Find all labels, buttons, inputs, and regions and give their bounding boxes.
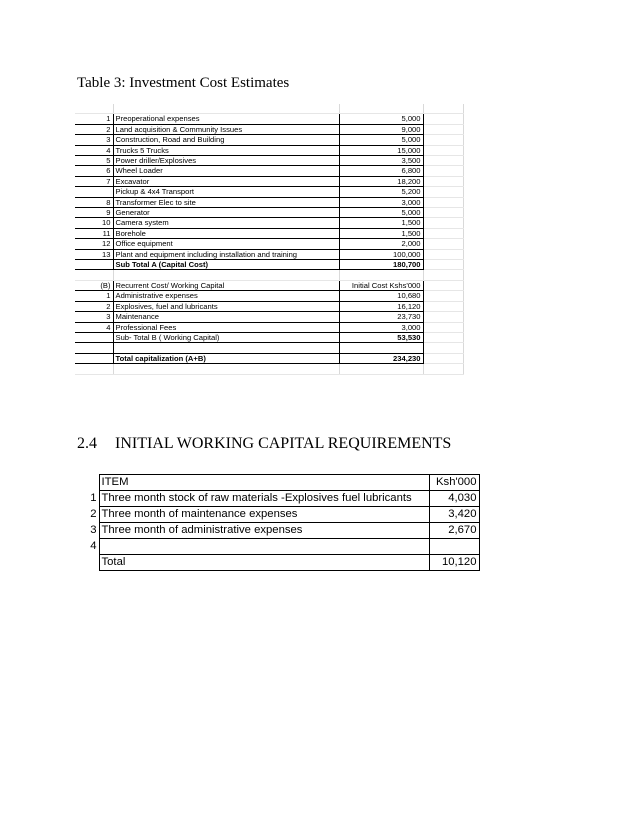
row-number: 3: [90, 524, 97, 536]
table-row: [75, 332, 463, 342]
section-heading: [77, 435, 451, 453]
row-spacer: [423, 291, 463, 301]
table-header-row: [77, 475, 479, 491]
row-number: 4: [75, 145, 113, 155]
row-item: Generator: [113, 208, 339, 218]
row-item: Preoperational expenses: [113, 114, 339, 124]
row-spacer: [423, 343, 463, 353]
row-spacer: [423, 176, 463, 186]
row-number: 5: [75, 156, 113, 166]
row-amount: 10,680: [339, 291, 423, 301]
row-number: [75, 260, 113, 270]
row-spacer: [423, 239, 463, 249]
row-number: 13: [75, 249, 113, 259]
table-row: [75, 343, 463, 353]
row-spacer: [423, 332, 463, 342]
row-number: 2: [75, 301, 113, 311]
row-number: 9: [75, 208, 113, 218]
row-item: Professional Fees: [113, 322, 339, 332]
row-number: 12: [75, 239, 113, 249]
row-item: Sub- Total B ( Working Capital): [113, 332, 339, 342]
row-number: [75, 343, 113, 353]
row-spacer: [423, 228, 463, 238]
row-number: 1: [75, 291, 113, 301]
table-row: [75, 228, 463, 238]
row-amount: 23,730: [339, 312, 423, 322]
row-number: 7: [75, 176, 113, 186]
row-amount: 1,500: [339, 228, 423, 238]
row-item: Total: [99, 555, 429, 571]
row-item: Three month of maintenance expenses: [99, 507, 429, 523]
table-row: [75, 260, 463, 270]
row-amount: 15,000: [339, 145, 423, 155]
table-caption: Table 3: Investment Cost Estimates: [77, 75, 290, 91]
row-spacer: [423, 364, 463, 374]
row-amount: 10,120: [429, 555, 479, 571]
row-item: Three month of administrative expenses: [99, 523, 429, 539]
row-number: 8: [75, 197, 113, 207]
row-spacer: [423, 249, 463, 259]
row-amount: [339, 364, 423, 374]
row-number: [77, 475, 99, 491]
row-amount: 5,000: [339, 208, 423, 218]
row-amount: 1,500: [339, 218, 423, 228]
row-number: 1: [90, 492, 97, 504]
row-amount: 5,200: [339, 187, 423, 197]
row-item: Plant and equipment including installation and training: [113, 249, 339, 259]
row-amount: [339, 270, 423, 280]
row-spacer: [423, 301, 463, 311]
row-item: Maintenance: [113, 312, 339, 322]
table-row: [75, 280, 463, 290]
row-number: [77, 555, 99, 571]
table-row: [75, 312, 463, 322]
row-amount: 5,000: [339, 135, 423, 145]
row-number: [75, 364, 113, 374]
row-amount: 3,420: [429, 507, 479, 523]
table-row: [77, 523, 479, 539]
investment-cost-table: [75, 104, 464, 375]
row-spacer: [423, 353, 463, 363]
table-row: [75, 124, 463, 134]
row-amount: 4,030: [429, 491, 479, 507]
row-spacer: [423, 270, 463, 280]
row-amount: Initial Cost Kshs'000: [339, 280, 423, 290]
row-item: Recurrent Cost/ Working Capital: [113, 280, 339, 290]
table-row: [75, 249, 463, 259]
section-number: 2.4: [77, 435, 97, 452]
row-spacer: [423, 197, 463, 207]
table-row: [75, 166, 463, 176]
row-spacer: [423, 124, 463, 134]
row-item: Explosives, fuel and lubricants: [113, 301, 339, 311]
table-row: [75, 197, 463, 207]
row-item: Office equipment: [113, 239, 339, 249]
row-amount: 2,670: [429, 523, 479, 539]
row-spacer: [423, 114, 463, 124]
row-number: [75, 332, 113, 342]
table-row: [77, 507, 479, 523]
row-amount: 9,000: [339, 124, 423, 134]
row-amount: 100,000: [339, 249, 423, 259]
row-item: [113, 270, 339, 280]
table-row: [75, 301, 463, 311]
row-spacer: [423, 135, 463, 145]
row-number: [75, 187, 113, 197]
table-row: [75, 135, 463, 145]
row-item: Pickup & 4x4 Transport: [113, 187, 339, 197]
row-amount: 180,700: [339, 260, 423, 270]
row-number: 10: [75, 218, 113, 228]
row-item: [113, 364, 339, 374]
table-row: [75, 176, 463, 186]
row-number: 2: [90, 508, 97, 520]
row-number: 11: [75, 228, 113, 238]
table-row: [75, 270, 463, 280]
row-amount: 3,000: [339, 322, 423, 332]
row-amount: 16,120: [339, 301, 423, 311]
row-item: Administrative expenses: [113, 291, 339, 301]
row-item: [113, 104, 339, 114]
row-number: 1: [75, 114, 113, 124]
table-row: [75, 322, 463, 332]
table-row: [77, 555, 479, 571]
row-spacer: [423, 187, 463, 197]
row-spacer: [423, 312, 463, 322]
row-item: ITEM: [99, 475, 429, 491]
row-item: Borehole: [113, 228, 339, 238]
row-number: 2: [75, 124, 113, 134]
row-item: Power driller/Explosives: [113, 156, 339, 166]
row-number: [75, 353, 113, 363]
row-number: 4: [90, 540, 97, 552]
table-row: [75, 353, 463, 363]
row-item: [113, 343, 339, 353]
row-item: Construction, Road and Building: [113, 135, 339, 145]
row-amount: [339, 104, 423, 114]
section-title: INITIAL WORKING CAPITAL REQUIREMENTS: [115, 435, 452, 452]
table-row: [77, 491, 479, 507]
row-amount: 18,200: [339, 176, 423, 186]
row-number: 4: [75, 322, 113, 332]
row-spacer: [423, 218, 463, 228]
row-number: [75, 270, 113, 280]
row-number: 6: [75, 166, 113, 176]
row-amount: Ksh'000: [429, 475, 479, 491]
row-item: Excavator: [113, 176, 339, 186]
row-amount: 3,000: [339, 197, 423, 207]
row-item: [99, 539, 429, 555]
table-row: [75, 291, 463, 301]
row-spacer: [423, 166, 463, 176]
table-row: [75, 114, 463, 124]
row-amount: 6,800: [339, 166, 423, 176]
row-amount: 2,000: [339, 239, 423, 249]
row-amount: 234,230: [339, 353, 423, 363]
table-row: [75, 218, 463, 228]
row-amount: [429, 539, 479, 555]
table-row: [75, 364, 463, 374]
table-row: [75, 104, 463, 114]
table-row: [75, 145, 463, 155]
row-number: 3: [75, 135, 113, 145]
row-amount: [339, 343, 423, 353]
table-row: [75, 208, 463, 218]
row-spacer: [423, 322, 463, 332]
table-row: [75, 156, 463, 166]
row-amount: 3,500: [339, 156, 423, 166]
table-row: [75, 187, 463, 197]
row-item: Sub Total A (Capital Cost): [113, 260, 339, 270]
row-number: [75, 104, 113, 114]
row-item: Land acquisition & Community Issues: [113, 124, 339, 134]
table-row: [75, 239, 463, 249]
row-spacer: [423, 104, 463, 114]
row-spacer: [423, 280, 463, 290]
row-spacer: [423, 260, 463, 270]
working-capital-table: [77, 474, 480, 571]
row-spacer: [423, 208, 463, 218]
row-amount: 5,000: [339, 114, 423, 124]
row-item: Total capitalization (A+B): [113, 353, 339, 363]
row-item: Three month stock of raw materials -Explosives fuel lubricants: [99, 491, 429, 507]
row-item: Trucks 5 Trucks: [113, 145, 339, 155]
row-number: (B): [75, 280, 113, 290]
row-item: Camera system: [113, 218, 339, 228]
row-number: 3: [75, 312, 113, 322]
row-spacer: [423, 145, 463, 155]
table-row: [77, 539, 479, 555]
row-item: Wheel Loader: [113, 166, 339, 176]
row-amount: 53,530: [339, 332, 423, 342]
row-item: Transformer Elec to site: [113, 197, 339, 207]
row-spacer: [423, 156, 463, 166]
